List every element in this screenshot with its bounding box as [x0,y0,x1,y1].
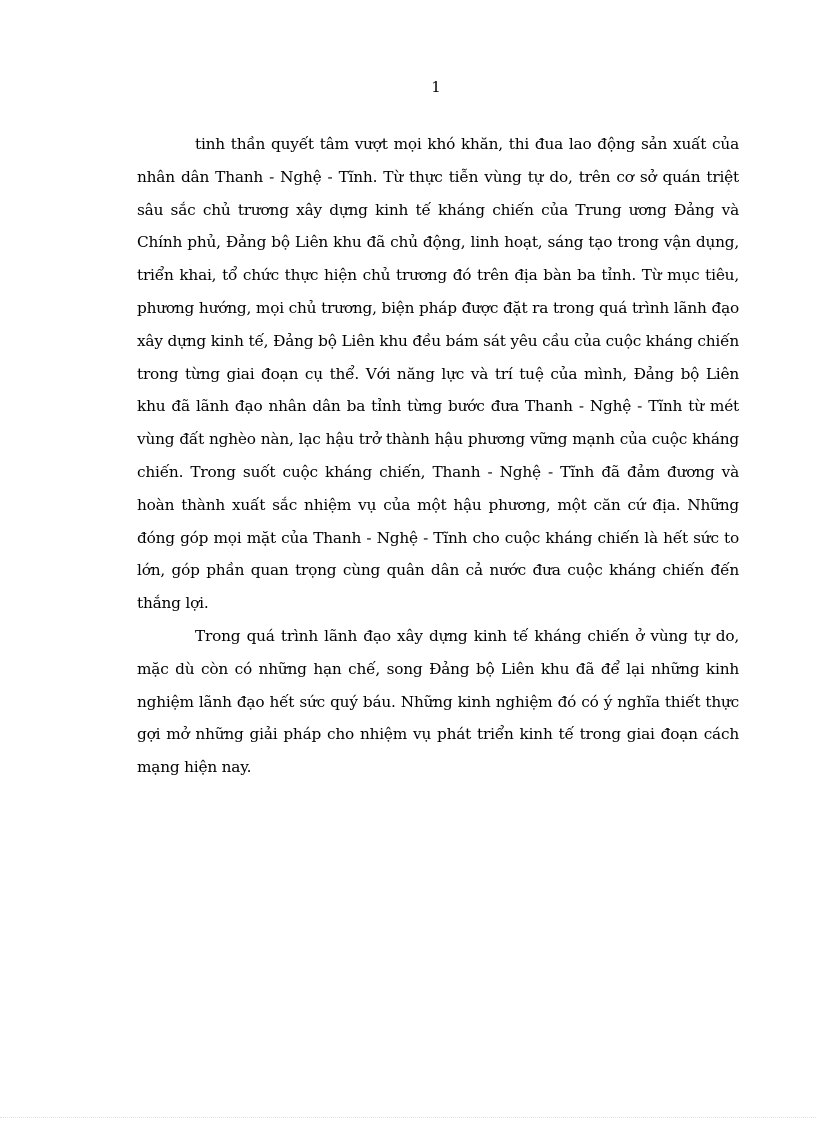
page-number: 1 [431,78,441,96]
paragraph-1: tinh thần quyết tâm vượt mọi khó khăn, thi đua lao động sản xuất của nhân dân Thanh - Nghệ - Tĩnh. Từ thực tiễn vùng tự do, trên cơ sở quán triệt sâu sắc chủ trương xây dựng kinh tế kháng chiến của Trung ương Đảng và Chính phủ, Đảng bộ Liên khu đã chủ động, linh hoạt, sáng tạo trong vận dụng, triển khai, tổ chức thực hiện chủ trương đó trên địa bàn ba tỉnh. Từ mục tiêu, phương hướng, mọi chủ trương, biện pháp được đặt ra trong quá trình lãnh đạo xây dựng kinh tế, Đảng bộ Liên khu đều bám sát yêu cầu của cuộc kháng chiến trong từng giai đoạn cụ thể. Với năng lực và trí tuệ của mình, Đảng bộ Liên khu đã lãnh đạo nhân dân ba tỉnh từng bước đưa Thanh - Nghệ - Tĩnh từ mét vùng đất nghèo nàn, lạc hậu trở thành hậu phương vững mạnh của cuộc kháng chiến. Trong suốt cuộc kháng chiến, Thanh - Nghệ - Tĩnh đã đảm đương và hoàn thành xuất sắc nhiệm vụ của một hậu phương, một căn cứ địa. Những đóng góp mọi mặt của Thanh - Nghệ - Tĩnh cho cuộc kháng chiến là hết sức to lớn, góp phần quan trọng cùng quân dân cả nước đưa cuộc kháng chiến đến thắng lợi. [137,135,739,613]
page-bottom-divider [0,1117,816,1118]
paragraph-2: Trong quá trình lãnh đạo xây dựng kinh tế kháng chiến ở vùng tự do, mặc dù còn có những hạn chế, song Đảng bộ Liên khu đã để lại những kinh nghiệm lãnh đạo hết sức quý báu. Những kinh nghiệm đó có ý nghĩa thiết thực gợi mở những giải pháp cho nhiệm vụ phát triển kinh tế trong giai đoạn cách mạng hiện nay. [137,626,739,777]
body-text [137,128,739,784]
